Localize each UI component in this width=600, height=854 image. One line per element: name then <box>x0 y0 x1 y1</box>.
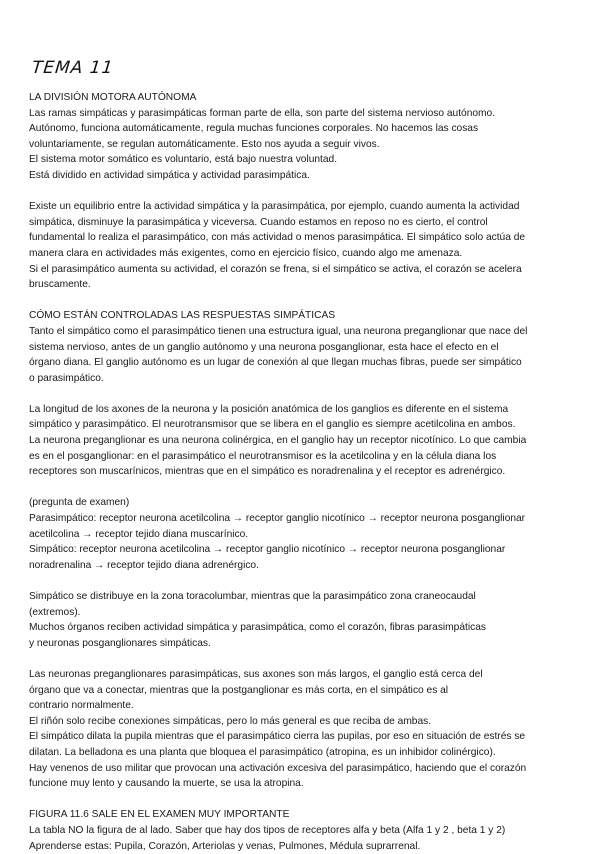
text-line: dilatan. La belladona es una planta que bloquea el parasimpático (atropina, es un inhibidor colinérgico). <box>29 745 574 761</box>
section-spacer <box>29 293 574 309</box>
text-line: El riñón solo recibe conexiones simpáticas, pero lo más general es que reciba de ambas. <box>29 714 574 730</box>
text-line: simpática, disminuye la parasimpática y viceversa. Cuando estamos en reposo no es cierto, el control <box>29 215 574 231</box>
text-line: El simpático dilata la pupila mientras que el parasimpático cierra las pupilas, por eso en situación de estrés se <box>29 729 574 745</box>
paragraph <box>29 589 574 651</box>
text-line: acetilcolina → receptor tejido diana muscarínico. <box>29 527 574 543</box>
text-line: Autónomo, funciona automáticamente, regula muchas funciones corporales. No hacemos las cosas <box>29 121 574 137</box>
text-line: Las ramas simpáticas y parasimpáticas forman parte de ella, son parte del sistema nervioso autónomo. <box>29 106 574 122</box>
paragraph <box>29 199 574 293</box>
paragraph <box>29 667 574 792</box>
text-line: manera clara en actividades más exigentes, como en ejercicio físico, cuando algo me amenaza. <box>29 246 574 262</box>
text-line: funcione muy lento y causando la muerte, se usa la atropina. <box>29 776 574 792</box>
paragraph <box>29 324 574 386</box>
text-line: Parasimpático: receptor neurona acetilcolina → receptor ganglio nicotínico → receptor neurona posganglionar <box>29 511 574 527</box>
paragraph-spacer <box>29 184 574 200</box>
paragraph-spacer <box>29 573 574 589</box>
page-title: TEMA 11 <box>31 58 115 78</box>
text-line: noradrenalina → receptor tejido diana adrenérgico. <box>29 558 574 574</box>
paragraph <box>29 402 574 480</box>
document-body <box>29 90 574 854</box>
text-line: órgano que va a conectar, mientras que la postganglionar es más corta, en el simpático es al <box>29 683 574 699</box>
text-line: órgano diana. El ganglio autónomo es un lugar de conexión al que llegan muchas fibras, puede ser simpático <box>29 355 574 371</box>
text-line: es en el posganglionar: en el parasimpático el neurotransmisor es la acetilcolina y en la célula diana los <box>29 449 574 465</box>
paragraph-spacer <box>29 480 574 496</box>
text-line: Simpático: receptor neurona acetilcolina → receptor ganglio nicotínico → receptor neurona posganglionar <box>29 542 574 558</box>
text-line: receptores son muscarínicos, mientras que en el simpático es noradrenalina y el receptor es adrenérgico. <box>29 464 574 480</box>
text-line: Está dividido en actividad simpática y actividad parasimpática. <box>29 168 574 184</box>
section-heading: LA DIVISIÓN MOTORA AUTÓNOMA <box>29 90 574 106</box>
section-heading: FIGURA 11.6 SALE EN EL EXAMEN MUY IMPORTANTE <box>29 807 574 823</box>
text-line: La longitud de los axones de la neurona y la posición anatómica de los ganglios es diferente en el sistema <box>29 402 574 418</box>
text-line: o parasimpático. <box>29 371 574 387</box>
text-line: (pregunta de examen) <box>29 495 574 511</box>
text-line: (extremos). <box>29 605 574 621</box>
text-line: Simpático se distribuye en la zona toracolumbar, mientras que la parasimpático zona craneocaudal <box>29 589 574 605</box>
text-line: La tabla NO la figura de al lado. Saber que hay dos tipos de receptores alfa y beta (Alfa 1 y 2 , beta 1 y 2) <box>29 823 574 839</box>
text-line: El sistema motor somático es voluntario, está bajo nuestra voluntad. <box>29 152 574 168</box>
text-line: Si el parasimpático aumenta su actividad, el corazón se frena, si el simpático se activa, el corazón se acelera <box>29 262 574 278</box>
text-line: fundamental lo realiza el parasimpático, con más actividad o menos parasimpática. El simpático solo actúa de <box>29 230 574 246</box>
text-line: simpático y parasimpático. El neurotransmisor que se libera en el ganglio es siempre acetilcolina en ambos. <box>29 417 574 433</box>
paragraph <box>29 495 574 573</box>
text-line: voluntariamente, se regulan automáticamente. Esto nos ayuda a seguir vivos. <box>29 137 574 153</box>
text-line: sistema nervioso, antes de un ganglio autónomo y una neurona posganglionar, esta hace el efecto en el <box>29 340 574 356</box>
text-line: Hay venenos de uso militar que provocan una activación excesiva del parasimpático, haciendo que el corazón <box>29 761 574 777</box>
text-line: Tanto el simpático como el parasimpático tienen una estructura igual, una neurona preganglionar que nace del <box>29 324 574 340</box>
text-line: bruscamente. <box>29 277 574 293</box>
text-line: Existe un equilibrio entre la actividad simpática y la parasimpática, por ejemplo, cuando aumenta la actividad <box>29 199 574 215</box>
text-line: y neuronas posganglionares simpáticas. <box>29 636 574 652</box>
paragraph <box>29 106 574 184</box>
paragraph <box>29 823 574 854</box>
text-line: contrario normalmente. <box>29 698 574 714</box>
text-line: La neurona preganglionar es una neurona colinérgica, en el ganglio hay un receptor nicotínico. Lo que cambia <box>29 433 574 449</box>
text-line: Aprenderse estas: Pupila, Corazón, Arteriolas y venas, Pulmones, Médula suprarrenal. <box>29 839 574 854</box>
text-line: Muchos órganos reciben actividad simpática y parasimpática, como el corazón, fibras parasimpáticas <box>29 620 574 636</box>
section-spacer <box>29 792 574 808</box>
paragraph-spacer <box>29 386 574 402</box>
text-line: Las neuronas preganglionares parasimpáticas, sus axones son más largos, el ganglio está cerca del <box>29 667 574 683</box>
section-heading: CÓMO ESTÁN CONTROLADAS LAS RESPUESTAS SIMPÁTICAS <box>29 308 574 324</box>
paragraph-spacer <box>29 651 574 667</box>
